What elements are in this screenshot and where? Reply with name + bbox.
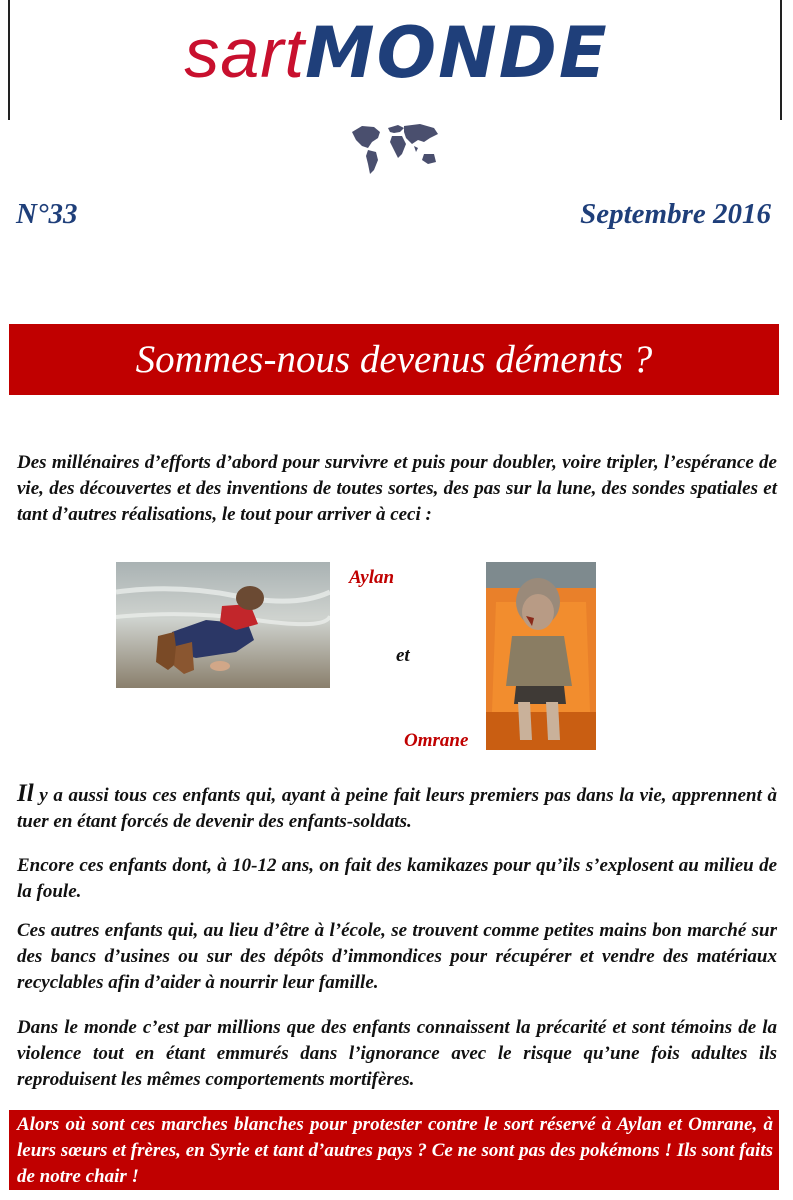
paragraph-child-soldiers-text: y a aussi tous ces enfants qui, ayant à peine fait leurs premiers pas dans la vie, apprennent à tuer en étant forcés de devenir des enfants-soldats. — [17, 785, 777, 832]
photo-omrane — [486, 562, 596, 750]
issue-number: N°33 — [16, 198, 78, 230]
masthead-logo — [0, 14, 793, 94]
issue-date: Septembre 2016 — [580, 198, 771, 230]
intro-paragraph: Des millénaires d’efforts d’abord pour survivre et puis pour doubler, voire tripler, l’espérance de vie, des découvertes et des inventions de toutes sortes, des pas sur la lune, des sondes spatiales et tant d’autres réalisations, le tout pour arriver à ceci : — [17, 452, 777, 525]
photo-aylan — [116, 562, 330, 688]
drop-word: Il — [17, 780, 34, 807]
paragraph-child-labour: Ces autres enfants qui, au lieu d’être à l’école, se trouvent comme petites mains bon marché sur des bancs d’usines ou sur des dépôts d’immondices pour récupérer et vendre des matériaux recyclables afin d’aider à nourrir leur famille. — [17, 920, 777, 993]
paragraph-child-soldiers — [17, 781, 777, 835]
caption-omrane: Omrane — [404, 730, 469, 751]
caption-connector: et — [396, 645, 410, 666]
masthead-part-1: sart — [184, 14, 306, 92]
caption-aylan: Aylan — [349, 567, 395, 588]
article-title: Sommes-nous devenus déments ? — [9, 324, 779, 395]
paragraph-precarity: Dans le monde c’est par millions que des enfants connaissent la précarité et sont témoins de la violence tout en étant emmurés dans l’ignorance avec le risque qu’une fois adultes ils reproduisent les mêmes comportements mortifères. — [17, 1017, 777, 1090]
closing-callout: Alors où sont ces marches blanches pour protester contre le sort réservé à Aylan et Omrane, à leurs sœurs et frères, en Syrie et tant d’autres pays ? Ce ne sont pas des pokémons ! Ils sont faits de notre chair ! — [9, 1110, 779, 1190]
masthead-part-2: MONDE — [305, 12, 609, 94]
paragraph-kamikazes: Encore ces enfants dont, à 10-12 ans, on fait des kamikazes pour qu’ils s’explosent au milieu de la foule. — [17, 855, 777, 902]
world-map-icon — [348, 118, 442, 178]
